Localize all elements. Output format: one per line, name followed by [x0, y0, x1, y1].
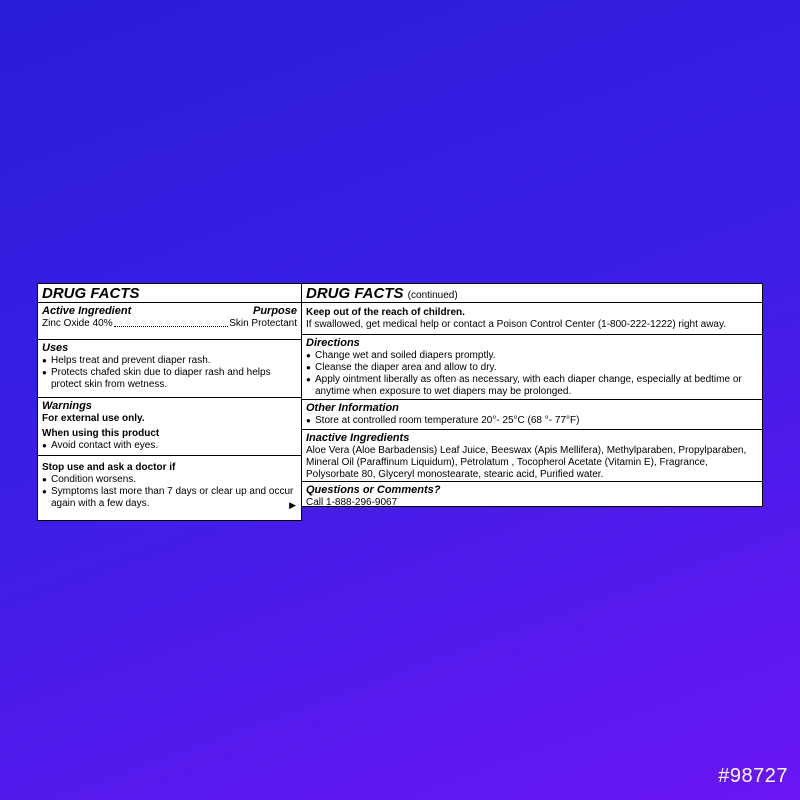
continue-arrow-icon: ▶ — [289, 500, 296, 510]
warnings-section — [38, 398, 301, 456]
uses-section — [38, 340, 301, 398]
list-item: ● Avoid contact with eyes. — [42, 440, 297, 452]
keep-out-section — [302, 303, 762, 335]
directions-section — [302, 335, 762, 400]
inactive-ingredients-heading: Inactive Ingredients — [306, 432, 410, 444]
purpose-value: Skin Protectant — [229, 318, 297, 329]
other-information-section — [302, 400, 762, 430]
list-item: ● Change wet and soiled diapers promptly. — [306, 350, 758, 362]
questions-heading: Questions or Comments? — [306, 484, 441, 496]
other-information-heading: Other Information — [306, 402, 399, 414]
questions-section — [302, 482, 762, 506]
stop-use-section — [38, 456, 301, 520]
leader-dots — [114, 326, 229, 327]
drug-facts-panel-left — [37, 283, 302, 521]
stop-use-heading: Stop use and ask a doctor if — [42, 462, 176, 473]
purpose-heading: Purpose — [252, 305, 297, 317]
list-item: ● Apply ointment liberally as often as necessary, with each diaper change, especially at bedtime or anytime when exposure to wet diapers may be prolonged. — [306, 374, 758, 398]
list-item: ● Cleanse the diaper area and allow to dry. — [306, 362, 758, 374]
drug-facts-title: DRUG FACTS — [38, 284, 301, 303]
keep-out-text: If swallowed, get medical help or contact a Poison Control Center (1-800-222-1222) right away. — [306, 319, 727, 330]
image-id-watermark: #98727 — [718, 765, 788, 787]
list-item: ● Protects chafed skin due to diaper rash and helps protect skin from wetness. — [42, 367, 297, 391]
active-ingredient-heading: Active Ingredient — [42, 305, 132, 317]
when-using-heading: When using this product — [42, 428, 160, 439]
inactive-ingredients-section — [302, 430, 762, 482]
continued-label: (continued) — [407, 290, 458, 301]
list-item: ● Helps treat and prevent diaper rash. — [42, 355, 297, 367]
keep-out-heading: Keep out of the reach of children. — [306, 307, 465, 318]
warnings-heading: Warnings — [42, 400, 92, 412]
directions-heading: Directions — [306, 337, 360, 349]
drug-facts-title: DRUG FACTS — [306, 285, 404, 302]
list-item: ● Condition worsens. — [42, 474, 297, 486]
drug-facts-continued-title — [302, 284, 762, 303]
list-item: ● Symptoms last more than 7 days or clear up and occur again with a few days. — [42, 486, 297, 510]
drug-facts-panel-right — [301, 283, 763, 507]
external-use-warning: For external use only. — [42, 413, 145, 424]
list-item: ● Store at controlled room temperature 20°- 25°C (68 °- 77°F) — [306, 415, 758, 427]
questions-phone: Call 1-888-296-9067 — [306, 497, 398, 508]
uses-heading: Uses — [42, 342, 69, 354]
active-ingredient-section — [38, 303, 301, 340]
active-ingredient: Zinc Oxide 40% — [42, 318, 113, 329]
inactive-ingredients-text: Aloe Vera (Aloe Barbadensis) Leaf Juice, Beeswax (Apis Mellifera), Methylparaben, Propylparaben, Mineral Oil (Paraffinum Liquidum), Petrolatum , Tocopherol Acetate (Vitamin E), Fragrance, Polysorbate 80, Glyceryl monostearate, stearic acid, Purified water. — [306, 445, 747, 480]
